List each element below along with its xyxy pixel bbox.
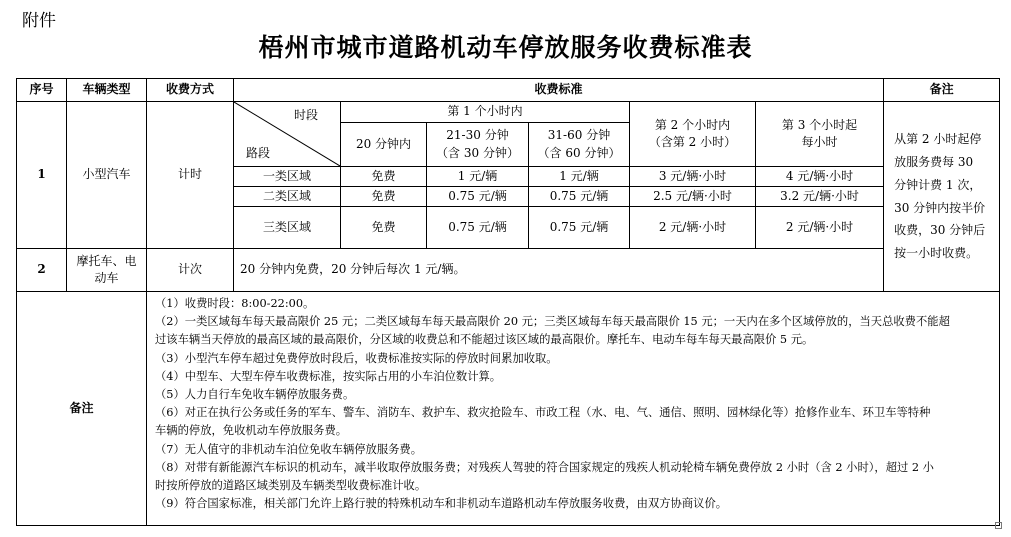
row2-seq: 2 [17,249,67,292]
header-remarks: 备注 [884,79,1000,102]
zone-31-60: 0.75 元/辆 [529,187,630,207]
header-31-60 [529,123,630,167]
zone-third-hour: 4 元/辆·小时 [756,167,884,187]
note-line: （1）收费时段：8:00-22:00。 [155,297,315,310]
fee-standard-table [16,78,1000,526]
zone-name: 二类区域 [234,187,341,207]
zone-name: 三类区域 [234,207,341,249]
remark-line: 按一小时收费。 [894,246,979,261]
note-line: （9）符合国家标准，相关部门允许上路行驶的特殊机动车和非机动车道路机动车停放服务收费，由双方协商议价。 [155,497,728,511]
header-vehicle-type: 车辆类型 [67,79,147,102]
second-hour-note: （含第 2 小时） [648,135,737,149]
row1-vehicle-type: 小型汽车 [67,102,147,249]
remark-line: 分钟计费 1 次， [894,177,982,192]
remark-line: 30 分钟内按半价 [894,200,986,215]
remark-line: 收费，30 分钟后 [894,223,986,238]
min-31-60-label: 31-60 分钟 [547,128,611,143]
min-31-60-note: （含 60 分钟） [537,145,621,160]
header-charge-method: 收费方式 [147,79,234,102]
third-hour-note: 每小时 [801,135,838,149]
notes-label: 备注 [17,292,147,526]
min-21-30-label: 21-30 分钟 [446,128,509,143]
subheader-row-1 [17,102,1000,123]
row1-charge-method: 计时 [147,102,234,249]
zone-31-60: 0.75 元/辆 [529,207,630,249]
note-line: （2）一类区域每车每天最高限价 25 元；二类区域每车每天最高限价 20 元；三类区域每车每天最高限价 15 元；一天内在多个区域停放的，当天总收费不能超 [155,315,950,329]
zone-21-30: 0.75 元/辆 [427,187,529,207]
note-line: （5）人力自行车免收车辆停放服务费。 [155,388,355,402]
row2-standard: 20 分钟内免费，20 分钟后每次 1 元/辆。 [234,249,884,292]
row2-vehicle-type-line: 摩托车、电 [76,253,137,268]
zone-31-60: 1 元/辆 [529,167,630,187]
note-line: （4）中型车、大型车停车收费标准，按实际占用的小车泊位数计算。 [155,369,502,383]
note-line: （3）小型汽车停车超过免费停放时段后，收费标准按实际的停放时间累加收取。 [155,351,558,365]
zone-second-hour: 2 元/辆·小时 [630,207,756,249]
label-period: 时段 [293,108,318,122]
note-line: 车辆的停放，免收机动车停放服务费。 [155,424,348,438]
header-within-20: 20 分钟内 [341,123,427,167]
second-hour-label: 第 2 个小时内 [654,117,731,132]
note-line: 时按所停放的道路区域类别及车辆类型收费标准计收。 [155,479,427,493]
period-road-diagonal-cell [234,102,341,167]
third-hour-label: 第 3 个小时起 [781,117,858,132]
note-line: （6）对正在执行公务或任务的军车、警车、消防车、救护车、救灾抢险车、市政工程（水、电、气、通信、照明、园林绿化等）抢修作业车、环卫车等特种 [155,406,931,420]
header-row [17,79,1000,102]
header-third-hour [756,102,884,167]
row1-seq: 1 [17,102,67,249]
header-second-hour [630,102,756,167]
zone-21-30: 0.75 元/辆 [427,207,529,249]
zone-within-20: 免费 [341,187,427,207]
zone-third-hour: 3.2 元/辆·小时 [756,187,884,207]
zone-second-hour: 3 元/辆·小时 [630,167,756,187]
row2 [17,249,1000,292]
zone-second-hour: 2.5 元/辆·小时 [630,187,756,207]
zone-21-30: 1 元/辆 [427,167,529,187]
label-road-section: 路段 [246,145,271,160]
note-line: （8）对带有新能源汽车标识的机动车，减半收取停放服务费；对残疾人驾驶的符合国家规定的残疾人机动轮椅车辆免费停放 2 小时（含 2 小时），超过 2 小 [155,460,934,474]
page-title: 梧州市城市道路机动车停放服务收费标准表 [258,33,753,62]
note-line: （7）无人值守的非机动车泊位免收车辆停放服务费。 [155,442,423,456]
row2-vehicle-type [67,249,147,292]
zone-name: 一类区域 [234,167,341,187]
header-first-hour: 第 1 个小时内 [341,102,630,123]
remark-line: 放服务费每 30 [894,154,974,169]
zone-within-20: 免费 [341,207,427,249]
row2-charge-method: 计次 [147,249,234,292]
row1-remark [884,102,1000,292]
notes-content [147,292,1000,526]
min-21-30-note: （含 30 分钟） [436,145,519,160]
notes-row [17,292,1000,526]
zone-within-20: 免费 [341,167,427,187]
remark-line: 从第 2 小时起停 [894,132,982,147]
note-line: 过该车辆当天停放的最高区域的最高限价，分区域的收费总和不能超过该区域的最高限价。摩托车、电动车每车每天最高限价 5 元。 [155,333,814,347]
header-21-30 [427,123,529,167]
header-seq: 序号 [17,79,67,102]
attachment-label: 附件 [22,11,56,31]
row2-vehicle-type-line: 动车 [94,271,119,285]
zone-third-hour: 2 元/辆·小时 [756,207,884,249]
header-charge-standard: 收费标准 [234,79,884,102]
table-resize-handle[interactable] [995,522,1002,529]
